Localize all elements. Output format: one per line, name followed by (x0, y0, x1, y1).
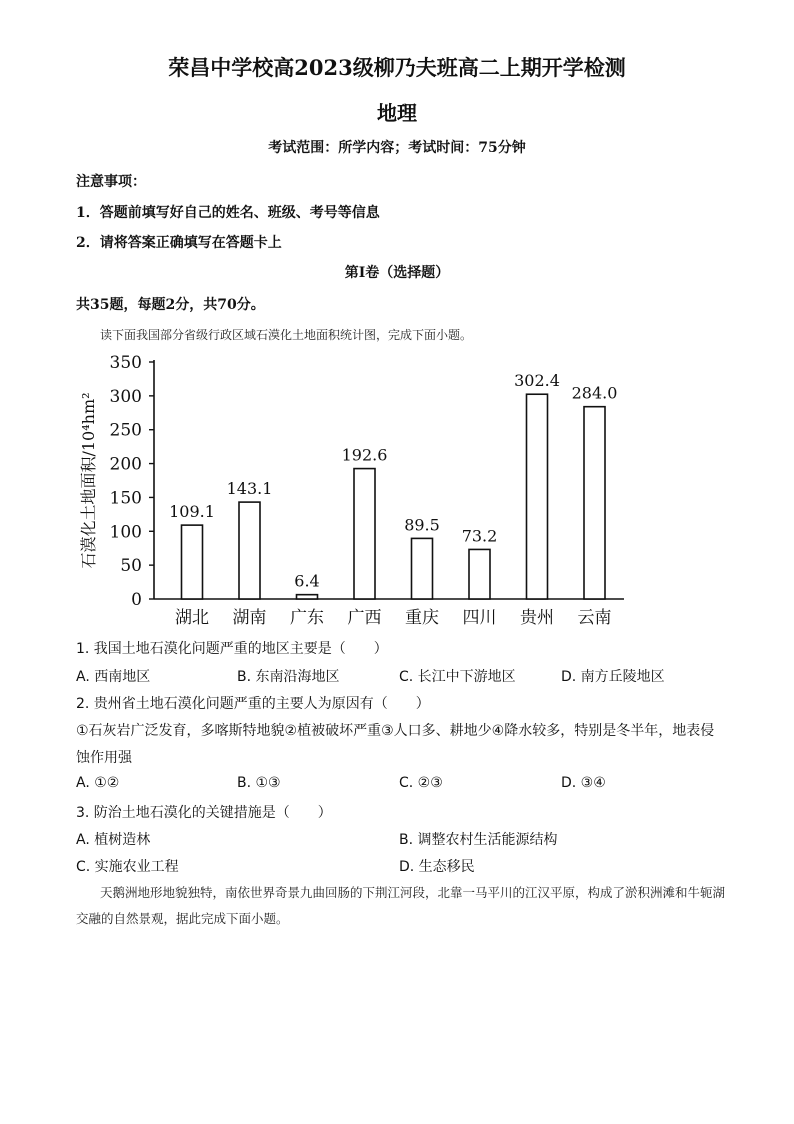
q2-option-c[interactable]: C. ②③ (399, 775, 443, 791)
q1-option-d[interactable]: D. 南方丘陵地区 (561, 669, 665, 685)
notice-item-2: 2．请将答案正确填写在答题卡上 (76, 235, 282, 251)
x-category-label-湖北: 湖北 (175, 608, 209, 628)
q1-option-b[interactable]: B. 东南沿海地区 (237, 669, 340, 685)
y-tick-label: 200 (109, 454, 142, 475)
bar-湖北 (182, 525, 203, 599)
y-tick-label: 250 (109, 420, 142, 441)
q1-option-c[interactable]: C. 长江中下游地区 (399, 669, 516, 685)
data-label-贵州: 302.4 (514, 371, 560, 391)
bar-贵州 (527, 394, 548, 599)
data-label-云南: 284.0 (571, 383, 618, 403)
intro-text-1: 读下面我国部分省级行政区域石漠化土地面积统计图，完成下面小题。 (100, 328, 473, 342)
q3-option-c[interactable]: C. 实施农业工程 (76, 859, 179, 875)
q2-option-a[interactable]: A. ①② (76, 775, 120, 791)
q2-option-d[interactable]: D. ③④ (561, 775, 606, 791)
q2-option-b[interactable]: B. ①③ (237, 775, 281, 791)
data-label-湖南: 143.1 (226, 479, 273, 499)
x-category-label-重庆: 重庆 (405, 608, 439, 628)
section-scoring: 共35题，每题2分，共70分。 (76, 297, 265, 313)
bar-广东 (297, 595, 318, 599)
page-title: 荣昌中学校高2023级柳乃夫班高二上期开学检测 (168, 55, 626, 80)
x-category-label-云南: 云南 (577, 608, 612, 628)
x-category-label-四川: 四川 (462, 608, 497, 628)
y-tick-label: 100 (109, 522, 142, 543)
y-tick-label: 0 (131, 590, 142, 610)
notice-item-1: 1．答题前填写好自己的姓名、班级、考号等信息 (76, 205, 380, 221)
data-label-四川: 73.2 (461, 526, 498, 546)
question-1-stem: 1. 我国土地石漠化问题严重的地区主要是（ ） (76, 641, 388, 657)
y-tick-label: 50 (120, 556, 142, 577)
question-3-stem: 3. 防治土地石漠化的关键措施是（ ） (76, 805, 332, 821)
bar-云南 (584, 407, 605, 599)
subject-title: 地理 (377, 101, 417, 125)
data-label-湖北: 109.1 (169, 502, 215, 522)
notice-heading: 注意事项： (76, 174, 146, 190)
section-title: 第I卷（选择题） (344, 265, 450, 281)
exam-info: 考试范围：所学内容；考试时间：75分钟 (268, 140, 526, 156)
q3-option-a[interactable]: A. 植树造林 (76, 832, 151, 848)
bar-四川 (469, 549, 490, 599)
bar-湖南 (239, 502, 260, 599)
data-label-重庆: 89.5 (404, 515, 440, 535)
question-2-statements-line2: 蚀作用强 (76, 750, 132, 766)
x-category-label-广西: 广西 (347, 608, 382, 628)
y-axis-title: 石漠化土地面积/10⁴hm² (79, 392, 98, 569)
question-2-statements-line1: ①石灰岩广泛发育，多喀斯特地貌②植被破坏严重③人口多、耕地少④降水较多，特别是冬半年，地表侵 (76, 723, 715, 739)
stone-desertification-bar-chart (76, 345, 636, 630)
x-category-label-广东: 广东 (290, 608, 324, 628)
q1-option-a[interactable]: A. 西南地区 (76, 669, 151, 685)
y-tick-label: 300 (109, 386, 142, 407)
y-tick-label: 350 (109, 353, 142, 373)
x-category-label-湖南: 湖南 (232, 608, 267, 628)
bar-广西 (354, 469, 375, 599)
data-label-广东: 6.4 (294, 571, 320, 591)
x-category-label-贵州: 贵州 (520, 608, 554, 628)
y-tick-label: 150 (109, 488, 142, 509)
bar-重庆 (412, 538, 433, 599)
question-2-stem: 2. 贵州省土地石漠化问题严重的主要人为原因有（ ） (76, 696, 430, 712)
data-label-广西: 192.6 (341, 445, 388, 465)
intro-text-2: 天鹅洲地形地貌独特，南依世界奇景九曲回肠的下荆江河段，北靠一马平川的江汉平原，构成了淤积洲滩和牛轭湖交融的自然景观，据此完成下面小题。 (76, 885, 726, 926)
q3-option-d[interactable]: D. 生态移民 (399, 859, 475, 875)
q3-option-b[interactable]: B. 调整农村生活能源结构 (399, 832, 558, 848)
